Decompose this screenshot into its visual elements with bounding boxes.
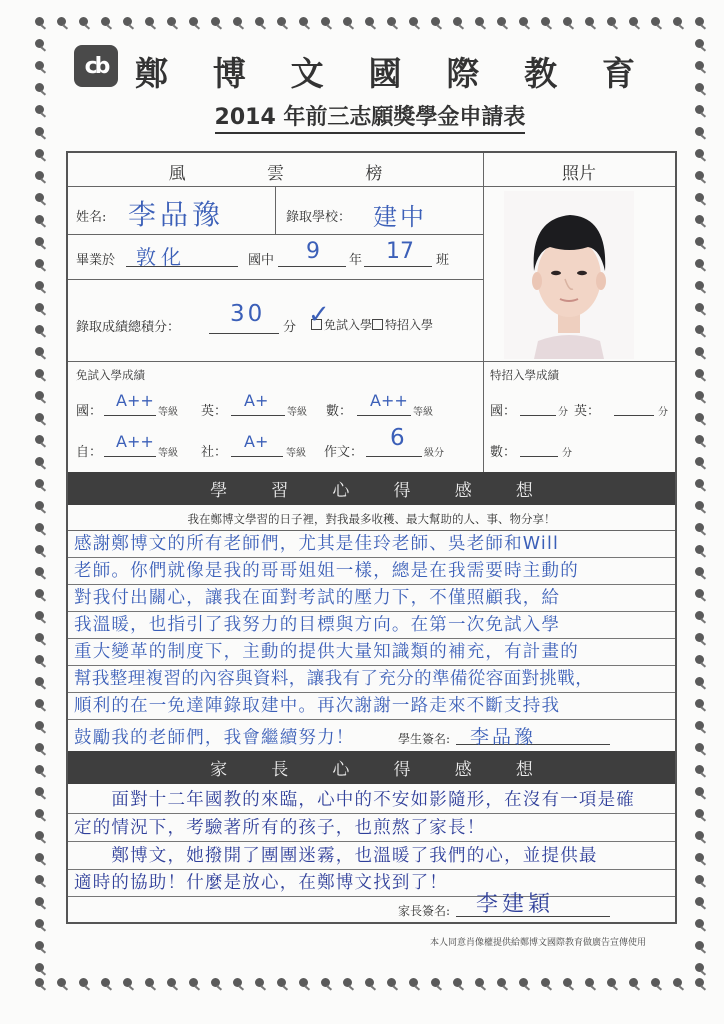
border-dot [695,325,704,334]
org-char: 際 [446,54,480,93]
border-dot [35,149,44,158]
student-signature-label: 學生簽名: [398,732,451,746]
form-title-text: 2014 年前三志願獎學金申請表 [215,105,526,134]
border-dot [277,978,286,987]
border-dot [607,17,616,26]
border-dot [35,699,44,708]
border-dot [35,83,44,92]
border-dot [585,978,594,987]
banner-char: 風 [168,164,186,184]
name-label: 姓名: [76,210,107,225]
border-dot [35,523,44,532]
points-unit: 分 [658,407,668,418]
border-dot [409,17,418,26]
border-dot [629,17,638,26]
banner-char: 榜 [365,164,383,184]
parent-reflection-header [68,751,675,784]
special-math-label: 數： [490,445,517,460]
border-dot [497,978,506,987]
grade-blank [278,266,346,267]
special-chinese-label: 國： [490,404,517,419]
border-dot [35,875,44,884]
social-grade-value[interactable]: A+ [244,432,269,451]
border-dot [695,127,704,136]
subject-chinese-label: 國： [76,404,103,419]
border-dot [695,303,704,312]
border-dot [343,17,352,26]
border-dot [563,978,572,987]
border-dot [35,765,44,774]
special-math-blank[interactable] [520,456,558,457]
grade-unit: 等級 [287,407,307,418]
student-line [68,693,675,720]
border-dot [255,978,264,987]
border-dot [35,677,44,686]
score-unit: 級分 [424,448,444,459]
border-dot [563,17,572,26]
exam-free-checkbox[interactable] [308,300,330,330]
border-dot [387,978,396,987]
border-dot [35,17,44,26]
border-dot [277,17,286,26]
border-dot [57,978,66,987]
border-dot [79,17,88,26]
student-signature-value[interactable]: 李品豫 [470,726,537,748]
school-label: 錄取學校： [286,210,352,225]
border-dot [35,457,44,466]
header-char: 得 [393,481,411,501]
border-dot [695,699,704,708]
blank [231,415,285,416]
border-dot [101,17,110,26]
border-dot [673,978,682,987]
border-dot [695,545,704,554]
handwritten-text[interactable]: 我溫暖，也指引了我努力的目標與方向。在第一次免試入學 [74,615,561,635]
border-dot [35,831,44,840]
org-name [135,48,635,93]
border-dot [35,853,44,862]
border-dot [541,978,550,987]
border-dot [299,978,308,987]
math-grade-value[interactable]: A++ [370,391,408,410]
border-dot [101,978,110,987]
exam-free-scores-title: 免試入學成績 [76,368,145,382]
border-dot [695,391,704,400]
subject-science-label: 自： [76,445,103,460]
chinese-grade-value[interactable]: A++ [116,391,154,410]
border-dot [431,978,440,987]
border-dot [453,17,462,26]
banner-title [68,159,483,184]
border-dot [695,677,704,686]
border-dot [57,17,66,26]
subject-math-label: 數： [326,404,353,419]
border-dot [35,633,44,642]
application-form [66,151,677,924]
border-dot [695,919,704,928]
border-dot [35,391,44,400]
border-dot [475,978,484,987]
parent-signature-label: 家長簽名: [398,904,451,918]
student-photo [504,191,634,359]
border-dot [35,435,44,444]
border-dot [35,743,44,752]
border-dot [145,17,154,26]
border-dot [695,831,704,840]
grade-unit: 等級 [286,448,306,459]
border-dot [695,721,704,730]
border-dot [35,413,44,422]
border-dot [695,787,704,796]
border-dot [607,978,616,987]
border-dot [35,215,44,224]
org-char: 鄭 [135,54,168,93]
parent-line [68,842,675,870]
border-dot [585,17,594,26]
student-line [68,639,675,666]
subject-social-label: 社： [201,445,228,460]
org-char: 教 [524,54,558,93]
border-dot [695,171,704,180]
border-dot [695,193,704,202]
border-dot [695,83,704,92]
parent-line [68,870,675,897]
student-reflection-header [68,472,675,505]
border-dot [629,978,638,987]
border-dot [475,17,484,26]
grade-unit: 等級 [158,448,178,459]
science-grade-value[interactable]: A++ [116,432,154,451]
border-dot [35,919,44,928]
border-dot [211,17,220,26]
border-dot [695,501,704,510]
border-dot [35,281,44,290]
border-dot [35,941,44,950]
parent-signature-value[interactable]: 李建穎 [476,892,555,917]
border-dot [695,978,704,987]
border-dot [695,897,704,906]
border-dot [35,127,44,136]
exam-free-label: 免試入學 [324,318,373,332]
border-dot [35,479,44,488]
border-dot [167,978,176,987]
handwritten-text[interactable]: 老師。你們就像是我的哥哥姐姐一樣，總是在我需要時主動的 [74,561,579,581]
score-unit: 分 [283,320,297,335]
border-dot [35,567,44,576]
class-blank [364,266,432,267]
header-char: 感 [454,760,472,780]
border-dot [365,978,374,987]
border-dot [35,589,44,598]
border-dot [35,237,44,246]
border-dot [35,978,44,987]
border-dot [695,61,704,70]
student-line [68,558,675,585]
border-dot [695,567,704,576]
admission-type-options [308,300,434,333]
border-dot [233,17,242,26]
student-line [68,720,675,751]
header-char: 心 [332,760,350,780]
border-dot [35,897,44,906]
border-dot [35,721,44,730]
border-dot [695,105,704,114]
header-char: 學 [210,481,228,501]
special-admission-label: 特招入學 [385,318,434,332]
photo-label: 照片 [562,164,596,184]
border-dot [695,809,704,818]
border-dot [541,17,550,26]
border-dot [695,655,704,664]
border-dot [651,17,660,26]
blank [231,456,283,457]
graduated-school-value[interactable]: 敦化 [136,245,186,269]
border-dot [321,978,330,987]
grade-value[interactable]: 9 [306,239,320,264]
name-value[interactable]: 李品豫 [128,198,225,231]
special-scores-title: 特招入學成績 [490,368,559,382]
subject-essay-label: 作文： [324,445,364,460]
header-char: 習 [271,481,289,501]
border-dot [35,193,44,202]
border-dot [35,787,44,796]
points-unit: 分 [558,407,568,418]
header-char: 想 [515,481,533,501]
logo-icon: cb [74,45,118,87]
parent-line [68,784,675,814]
org-char: 博 [212,54,246,93]
divider [68,361,675,362]
special-admission-checkbox[interactable] [372,319,383,330]
border-dot [35,325,44,334]
border-dot [35,259,44,268]
border-dot [695,589,704,598]
border-dot [145,978,154,987]
border-dot [35,39,44,48]
border-dot [695,633,704,642]
border-dot [299,17,308,26]
grade-label: 年 [349,253,363,268]
border-dot [695,875,704,884]
essay-score-value[interactable]: 6 [390,425,405,451]
subject-english-label: 英： [201,404,228,419]
handwritten-text[interactable]: 鄭博文，她撥開了團團迷霧，也溫暖了我們的心，並提供最 [74,846,598,866]
border-dot [695,435,704,444]
portrait-consent-note: 本人同意肖像權提供給鄭博文國際教育做廣告宣傳使用 [430,938,647,948]
blank [357,415,411,416]
border-dot [695,149,704,158]
divider [68,234,483,235]
border-dot [35,501,44,510]
header-char: 長 [271,760,289,780]
border-dot [519,17,528,26]
border-dot [695,237,704,246]
graduated-label: 畢業於 [76,253,116,268]
border-dot [79,978,88,987]
border-dot [695,17,704,26]
divider [275,186,276,234]
total-score-value[interactable]: 30 [230,301,266,327]
border-dot [695,765,704,774]
border-dot [695,369,704,378]
student-prompt: 我在鄭博文學習的日子裡，對我最多收穫、最大幫助的人、事、物分享！ [187,512,556,526]
total-score-blank [209,333,279,334]
border-dot [255,17,264,26]
border-dot [497,17,506,26]
photo-column-divider [483,153,484,474]
header-char: 感 [454,481,472,501]
border-dot [35,809,44,818]
border-dot [695,39,704,48]
header-char: 得 [393,760,411,780]
border-dot [35,611,44,620]
form-title [170,100,570,134]
parent-signature-row [68,892,675,922]
portrait-image [504,191,634,359]
border-dot [695,479,704,488]
school-value[interactable]: 建中 [373,203,427,231]
border-dot [409,978,418,987]
handwritten-text[interactable]: 順利的在一免達陣錄取建中。再次謝謝一路走來不斷支持我 [74,696,561,716]
border-dot [695,259,704,268]
handwritten-text[interactable]: 鼓勵我的老師們，我會繼續努力！ [74,728,355,748]
border-dot [35,303,44,312]
blank [104,415,156,416]
checkmark-icon: ✓ [308,300,330,330]
border-dot [695,281,704,290]
border-dot [695,853,704,862]
student-line [68,585,675,612]
border-dot [167,17,176,26]
border-dot [695,457,704,466]
border-dot [695,941,704,950]
special-chinese-blank[interactable] [520,415,556,416]
handwritten-text[interactable]: 幫我整理複習的內容與資料，讓我有了充分的準備從容面對挑戰， [74,669,594,689]
parent-line [68,814,675,842]
border-dot [123,978,132,987]
border-dot [123,17,132,26]
header-char: 心 [332,481,350,501]
border-dot [387,17,396,26]
border-dot [695,523,704,532]
border-dot [233,978,242,987]
org-char: 育 [601,54,635,93]
border-dot [343,978,352,987]
border-dot [35,655,44,664]
junior-high-label: 國中 [248,253,275,268]
blank [366,456,422,457]
student-line [68,666,675,693]
class-label: 班 [436,253,450,268]
border-dot [365,17,374,26]
header-char: 想 [515,760,533,780]
special-english-label: 英： [574,404,601,419]
border-dot [695,963,704,972]
border-dot [35,105,44,114]
border-dot [35,171,44,180]
border-dot [35,61,44,70]
student-line [68,612,675,639]
handwritten-text[interactable]: 感謝鄭博文的所有老師們，尤其是佳玲老師、吳老師和Will [74,534,560,554]
grade-unit: 等級 [413,407,433,418]
border-dot [651,978,660,987]
handwritten-text[interactable]: 適時的協助！什麼是放心，在鄭博文找到了！ [74,873,448,893]
border-dot [35,369,44,378]
border-dot [519,978,528,987]
org-char: 文 [290,54,324,93]
divider [68,186,675,187]
divider [68,279,483,280]
handwritten-text[interactable]: 定的情況下，考驗著所有的孩子，也煎熬了家長！ [74,818,486,838]
special-english-blank[interactable] [614,415,654,416]
total-score-label: 錄取成績總積分： [76,320,181,335]
banner-char: 雲 [266,164,284,184]
border-dot [673,17,682,26]
blank [104,456,156,457]
handwritten-text[interactable]: 重大變革的制度下，主動的提供大量知識類的補充，有計畫的 [74,642,579,662]
english-grade-value[interactable]: A+ [244,391,269,410]
border-dot [695,215,704,224]
class-value[interactable]: 17 [386,239,414,264]
student-line [68,530,675,558]
border-dot [695,611,704,620]
handwritten-text[interactable]: 面對十二年國教的來臨，心中的不安如影隨形，在沒有一項是確 [74,790,635,810]
border-dot [695,347,704,356]
header-char: 家 [210,760,228,780]
border-dot [35,963,44,972]
border-dot [453,978,462,987]
grade-unit: 等級 [158,407,178,418]
border-dot [189,17,198,26]
border-dot [35,545,44,554]
border-dot [189,978,198,987]
border-dot [431,17,440,26]
border-dot [211,978,220,987]
handwritten-text[interactable]: 對我付出關心，讓我在面對考試的壓力下，不僅照顧我，給 [74,588,561,608]
border-dot [321,17,330,26]
border-dot [695,413,704,422]
points-unit: 分 [562,448,572,459]
org-char: 國 [368,54,402,93]
border-dot [695,743,704,752]
border-dot [35,347,44,356]
